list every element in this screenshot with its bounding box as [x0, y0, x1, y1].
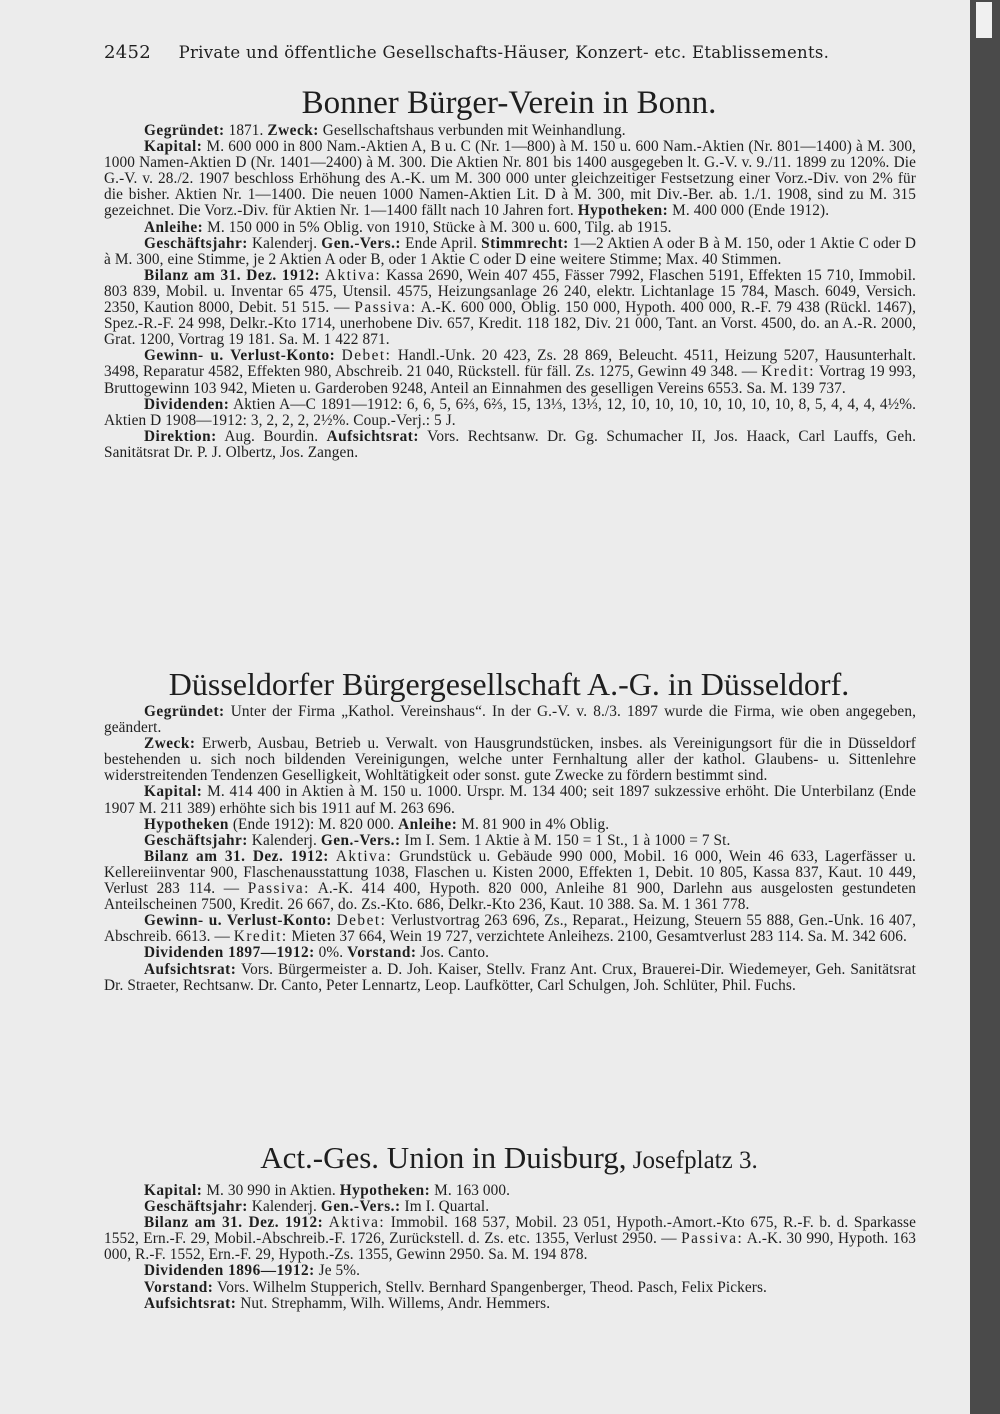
field-text: Grundstück u. Gebäude 990 000, Mobil. 16 000, Wein 46 633, Lagerfässer u. Kellereiinventar 900, Flaschenausstattung 1038, Flaschen u. Kisten 2000, Effekten 1, Debit. 10 805, Kassa 837, Kaut. 10 449, Verlust 283 114. —: [104, 847, 916, 898]
field-label: Gegründet:: [144, 122, 225, 139]
entry-paragraph: [104, 268, 916, 348]
field-label: Gen.-Vers.:: [320, 1198, 401, 1216]
field-text: 1—2 Aktien A oder B à M. 150, oder 1 Aktie C oder D à M. 300, eine Stimme, je 2 Aktien A oder B, oder 1 Aktie C oder D eine weitere Stimme; Max. 40 Stimmen.: [104, 234, 917, 268]
entry-title: Bonner Bürger-Verein in Bonn.: [301, 85, 717, 121]
field-label: Zweck:: [144, 735, 196, 753]
entry-body: [104, 704, 916, 994]
field-label: Aufsichtsrat:: [144, 960, 237, 978]
field-text: Je 5%.: [314, 1262, 361, 1280]
entry-paragraph: [104, 849, 916, 913]
entry-paragraph: [104, 123, 916, 139]
field-text: M. 400 000 (Ende 1912).: [668, 202, 830, 220]
field-label: Geschäftsjahr:: [144, 234, 248, 252]
entry-paragraph: [104, 1183, 916, 1199]
entry-paragraph: [104, 817, 916, 833]
entry-title-main: Act.-Ges. Union in Duisburg,: [260, 1140, 627, 1175]
field-text: Vors. Bürgermeister a. D. Joh. Kaiser, Stellv. Franz Ant. Crux, Brauerei-Dir. Wiedemeyer, Geh. Sanitätsrat Dr. Straeter, Rechtsanw. Dr. Canto, Peter Lennartz, Leop. Laufkötter, Carl Schulgen, Joh. Schlüter, Phil. Fuchs.: [104, 960, 916, 994]
account-side-label: Debet:: [336, 912, 387, 930]
page-number: 2452: [104, 42, 152, 63]
field-text: Kalenderj.: [247, 831, 321, 849]
entry-paragraph: [104, 945, 916, 961]
field-text: [329, 848, 336, 865]
entry-paragraph: [104, 220, 916, 236]
entry-paragraph: [104, 1199, 916, 1215]
field-text: Vors. Rechtsanw. Dr. Gg. Schumacher II, Jos. Haack, Carl Lauffs, Geh. Sanitätsrat Dr. P. J. Olbertz, Jos. Zangen.: [104, 427, 916, 461]
account-side-label: Debet:: [341, 347, 392, 365]
field-label: Hypotheken: [144, 815, 229, 833]
entry-body: [104, 123, 916, 461]
field-text: A.-K. 414 400, Hypoth. 820 000, Anleihe 81 900, Darlehn aus ausgelosten gestundeten Anteilscheinen 7500, Kredit. 26 667, do. Zs.-Kto. 686, Delkr.-Kto 236, Kaut. 10 388. Sa. M. 1 361 778.: [104, 880, 916, 914]
field-label: Vorstand:: [347, 944, 417, 962]
entry-paragraph: [104, 962, 916, 994]
field-label: Stimmrecht:: [481, 234, 569, 252]
field-text: M. 414 400 in Aktien à M. 150 u. 1000. Urspr. M. 134 400; seit 1897 sukzessive erhöht. Die Unterbilanz (Ende 1907 M. 211 389) erhöhte sich bis 1911 auf M. 263 696.: [104, 783, 916, 817]
field-text: 1871.: [224, 122, 268, 139]
paper-tab: [976, 2, 992, 38]
field-text: Aktien A—C 1891—1912: 6, 6, 5, 6⅔, 6⅔, 15, 13⅓, 13⅓, 12, 10, 10, 10, 10, 10, 10, 10, 8, 5, 4, 4, 4, 4½%. Aktien D 1908—1912: 3, 2, 2, 2, 2½%. Coup.-Verj.: 5 J.: [104, 395, 916, 429]
account-side-label: Passiva:: [681, 1230, 744, 1248]
field-label: Vorstand:: [144, 1278, 214, 1296]
entry-paragraph: [104, 1280, 916, 1296]
page-edge: [970, 0, 1000, 1414]
field-label: Dividenden 1896—1912:: [144, 1262, 315, 1280]
entry-paragraph: [104, 397, 916, 429]
entry-title: [104, 1140, 914, 1176]
page-header: [104, 42, 864, 72]
field-text: Mieten 37 664, Wein 19 727, verzichtete Anleihezs. 2100, Gesamtverlust 283 114. Sa. M. 342 606.: [287, 928, 907, 946]
field-label: Anleihe:: [144, 218, 204, 236]
field-label: Bilanz am 31. Dez. 1912:: [144, 266, 321, 284]
field-text: 0%.: [314, 944, 348, 962]
field-text: M. 30 990 in Aktien.: [202, 1182, 340, 1199]
entry-paragraph: [104, 704, 916, 736]
field-label: Dividenden:: [144, 395, 230, 413]
field-label: Kapital:: [144, 783, 203, 801]
entry-body: [104, 1183, 916, 1312]
field-label: Hypotheken:: [577, 202, 669, 220]
field-text: Unter der Firma „Kathol. Vereinshaus“. In der G.-V. v. 8./3. 1897 wurde die Firma, wie oben angegeben, geändert.: [104, 703, 916, 737]
entry-paragraph: [104, 1263, 916, 1279]
field-text: Nut. Strephamm, Wilh. Willems, Andr. Hemmers.: [236, 1294, 551, 1312]
entry-title: Düsseldorfer Bürgergesellschaft A.-G. in Düsseldorf.: [168, 666, 850, 702]
field-text: A.-K. 30 990, Hypoth. 163 000, R.-F. 1552, Ern.-F. 29, Hypoth.-Zs. 1355, Gewinn 2950. Sa. M. 194 878.: [104, 1230, 916, 1264]
field-text: Immobil. 168 537, Mobil. 23 051, Hypoth.-Amort.-Kto 675, R.-F. b. d. Sparkasse 1552, Ern.-F. 29, Mobil.-Abschreib.-F. 1726, Zurückstell. d. Zs. etc. 1355, Verlust 2950. —: [104, 1214, 916, 1248]
field-text: Aug. Bourdin.: [216, 427, 327, 445]
field-text: Jos. Canto.: [416, 944, 490, 962]
field-label: Geschäftsjahr:: [144, 831, 248, 849]
field-label: Gen.-Vers.:: [321, 234, 402, 252]
field-text: Kassa 2690, Wein 407 455, Fässer 7992, Flaschen 5191, Effekten 15 710, Immobil. 803 839, Mobil. u. Inventar 65 475, Utensil. 4575, Heizungsanlage 26 240, elektr. Lichtanlage 15 784, Masch. 6049, Versich. 2350, Kaution 8000, Debit. 51 515. —: [104, 266, 916, 317]
field-label: Gen.-Vers.:: [320, 831, 401, 849]
entry-paragraph: [104, 1215, 916, 1263]
field-label: Geschäftsjahr:: [144, 1198, 248, 1216]
field-label: Anleihe:: [398, 815, 458, 833]
field-text: M. 81 900 in 4% Oblig.: [457, 815, 610, 833]
field-label: Kapital:: [144, 1182, 203, 1199]
account-side-label: Passiva:: [354, 299, 417, 317]
field-label: Hypotheken:: [339, 1182, 431, 1199]
field-label: Kapital:: [144, 138, 203, 156]
field-text: Vortrag 19 993, Bruttogewinn 103 942, Mieten u. Garderoben 9248, Anteil an Einnahmen des geselligen Vereins 6553. Sa. M. 139 737.: [104, 363, 916, 397]
entry-paragraph: [104, 236, 916, 268]
field-text: Ende April.: [401, 234, 482, 252]
running-title: Private und öffentliche Gesellschafts-Häuser, Konzert- etc. Etablissements.: [178, 43, 830, 62]
entry-paragraph: [104, 784, 916, 816]
field-label: Bilanz am 31. Dez. 1912:: [144, 847, 329, 865]
field-text: Im I. Sem. 1 Aktie à M. 150 = 1 St., 1 à 1000 = 7 St.: [400, 831, 731, 849]
field-text: Im I. Quartal.: [400, 1198, 490, 1216]
field-label: Dividenden 1897—1912:: [144, 944, 315, 962]
field-text: Erwerb, Ausbau, Betrieb u. Verwalt. von Hausgrundstücken, insbes. als Vereinigungsort für die in Düsseldorf bestehenden u. sich noch bildenden Vereinigungen, welche unter Fernhaltung aller der kathol. Glaubens- u. Sittenlehre widerstreitenden Tendenzen Geselligkeit, Wohltätigkeit oder sonst. gute Zwecke zu fördern bestimmt sind.: [104, 735, 916, 785]
field-label: Aufsichtsrat:: [326, 427, 419, 445]
entry-paragraph: [104, 736, 916, 784]
entry-title-address: Josefplatz 3.: [626, 1147, 758, 1174]
field-label: Direktion:: [144, 427, 217, 445]
account-side-label: Kredit:: [233, 928, 288, 946]
account-side-label: Aktiva:: [328, 1214, 386, 1232]
account-side-label: Aktiva:: [324, 266, 382, 284]
field-text: A.-K. 600 000, Oblig. 150 000, Hypoth. 400 000, R.-F. 79 438 (Rückl. 1467), Spez.-R.-F. 24 998, Delkr.-Kto 1714, unerhobene Div. 657, Kredit. 118 182, Div. 21 000, Tant. an Vorst. 4500, do. an A.-R. 2000, Grat. 1200, Vortrag 19 181. Sa. M. 1 422 871.: [104, 299, 916, 349]
field-label: Gewinn- u. Verlust-Konto:: [144, 912, 332, 930]
entry-paragraph: [104, 833, 916, 849]
field-text: Kalenderj.: [247, 1198, 321, 1216]
field-label: Gewinn- u. Verlust-Konto:: [144, 347, 336, 365]
entry-paragraph: [104, 139, 916, 219]
account-side-label: Aktiva:: [335, 847, 393, 865]
account-side-label: Passiva:: [247, 880, 310, 898]
field-text: M. 150 000 in 5% Oblig. von 1910, Stücke à M. 300 u. 600, Tilg. ab 1915.: [203, 218, 672, 236]
field-text: M. 600 000 in 800 Nam.-Aktien A, B u. C (Nr. 1—800) à M. 150 u. 600 Nam.-Aktien (Nr. 801—1400) à M. 300, 1000 Namen-Aktien D (Nr. 1401—2400) à M. 300. Die Aktien Nr. 801 bis 1400 ausgegeben lt. G.-V. v. 9./11. 1899 zu 120%. Die G.-V. v. 28./2. 1907 beschloss Erhöhung des A.-K. um M. 300 000 unter gleichzeitiger Festsetzung einer Vorz.-Div. von 2% für die bisher. Aktien Nr. 1—1400. Die neuen 1000 Namen-Aktien Lit. D à M. 300, mit Div.-Ber. ab. 1./1. 1908, sind zu M. 315 gezeichnet. Die Vorz.-Div. für Aktien Nr. 1—1400 fällt nach 10 Jahren fort.: [104, 138, 916, 220]
field-label: Aufsichtsrat:: [144, 1294, 237, 1312]
field-text: Kalenderj.: [247, 234, 322, 252]
entry-paragraph: [104, 348, 916, 396]
account-side-label: Kredit:: [761, 363, 816, 381]
field-label: Zweck:: [267, 122, 319, 139]
entry-paragraph: [104, 429, 916, 461]
field-label: Gegründet:: [144, 703, 225, 720]
entry-paragraph: [104, 913, 916, 945]
field-label: Bilanz am 31. Dez. 1912:: [144, 1214, 324, 1232]
entry-paragraph: [104, 1296, 916, 1312]
field-text: Handl.-Unk. 20 423, Zs. 28 869, Beleucht. 4511, Heizung 5207, Hausunterhalt. 3498, Reparatur 4582, Effekten 980, Abschreib. 21 040, Rückstell. für fäll. Zs. 1275, Gewinn 49 348. —: [104, 347, 916, 381]
field-text: Vors. Wilhelm Stupperich, Stellv. Bernhard Spangenberger, Theod. Pasch, Felix Pickers.: [213, 1278, 767, 1296]
field-text: M. 163 000.: [430, 1182, 511, 1199]
field-text: (Ende 1912): M. 820 000.: [228, 815, 399, 833]
field-text: Verlustvortrag 263 696, Zs., Reparat., Heizung, Steuern 55 888, Gen.-Unk. 16 407, Abschreib. 6613. —: [104, 912, 916, 946]
field-text: Gesellschaftshaus verbunden mit Weinhandlung.: [318, 122, 626, 139]
